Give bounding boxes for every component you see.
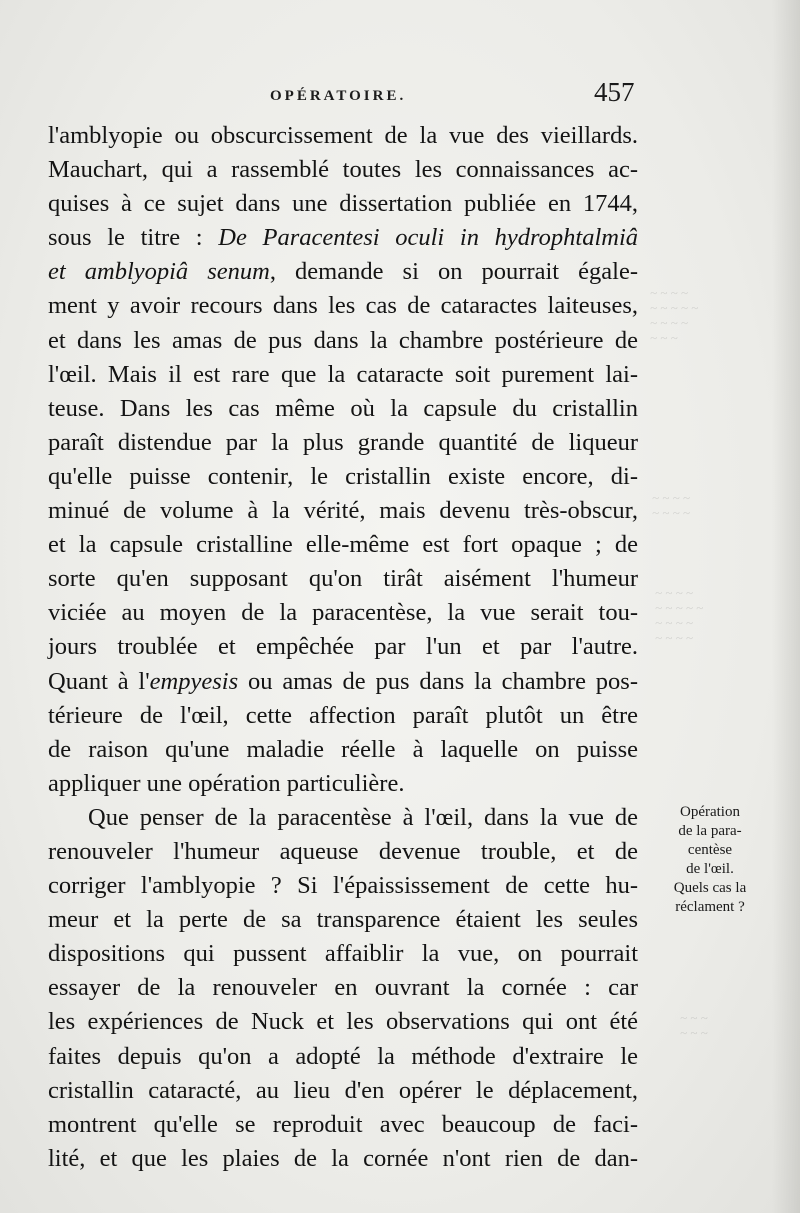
text-segment: meur et la perte de sa transparence étaient les seules	[48, 906, 638, 934]
text-line	[48, 1005, 638, 1039]
page-number: 457	[594, 77, 635, 107]
page-edge-shadow	[772, 0, 800, 1213]
text-segment: et dans les amas de pus dans la chambre postérieure de	[48, 326, 638, 354]
marginal-note-line: Quels cas la	[673, 880, 747, 896]
body-text	[48, 119, 638, 1176]
text-segment: renouveler l'humeur aqueuse devenue trouble, et de	[48, 837, 638, 865]
text-line	[48, 869, 638, 903]
text-segment: les expériences de Nuck et les observations qui ont été	[48, 1008, 638, 1036]
text-segment: jours troublée et empêchée par l'un et par l'autre.	[48, 633, 638, 661]
text-line	[48, 767, 638, 801]
text-line	[48, 1040, 638, 1074]
text-line	[48, 153, 638, 187]
text-line	[48, 665, 638, 699]
marginal-note	[655, 803, 765, 917]
running-head: OPÉRATOIRE.	[270, 88, 407, 104]
bleed-through-mark: ~ ~ ~ ~ ~ ~	[680, 1010, 708, 1040]
text-line	[48, 1074, 638, 1108]
text-segment: , demande si on pourrait égale-	[269, 258, 638, 286]
bleed-through-mark: ~ ~ ~ ~ ~ ~ ~ ~ ~ ~ ~ ~ ~ ~ ~ ~ ~	[655, 585, 704, 645]
text-line	[48, 937, 638, 971]
text-line	[48, 324, 638, 358]
text-segment: l'amblyopie ou obscurcissement de la vue des vieillards.	[48, 122, 638, 149]
text-line	[48, 1108, 638, 1142]
text-segment: appliquer une opération particulière.	[48, 769, 405, 797]
text-line	[48, 426, 638, 460]
text-segment: teuse. Dans les cas même où la capsule du cristallin	[48, 394, 638, 422]
text-segment: de raison qu'une maladie réelle à laquelle on puisse	[48, 735, 638, 763]
italic-text: empyesis	[149, 667, 239, 695]
text-segment: et la capsule cristalline elle-même est fort opaque ; de	[48, 531, 638, 559]
text-line	[48, 562, 638, 596]
text-segment: ou amas de pus dans la chambre pos-	[238, 667, 638, 695]
text-segment: sous le titre :	[48, 224, 219, 252]
text-line	[48, 630, 638, 664]
text-line	[48, 596, 638, 630]
text-segment: qu'elle puisse contenir, le cristallin existe encore, di-	[48, 462, 638, 490]
text-segment: essayer de la renouveler en ouvrant la cornée : car	[48, 974, 638, 1002]
text-line	[48, 733, 638, 767]
text-segment: dispositions qui pussent affaiblir la vue, on pourrait	[48, 940, 638, 968]
text-segment: ment y avoir recours dans les cas de cataractes laiteuses,	[48, 292, 638, 320]
marginal-note-line: de l'œil.	[686, 861, 734, 877]
text-line	[48, 494, 638, 528]
text-line	[48, 903, 638, 937]
bleed-through-mark: ~ ~ ~ ~ ~ ~ ~ ~	[652, 490, 690, 520]
text-segment: Que penser de la paracentèse à l'œil, dans la vue de	[88, 803, 638, 831]
text-segment: corriger l'amblyopie ? Si l'épaississement de cette hu-	[48, 872, 638, 900]
text-segment: faites depuis qu'on a adopté la méthode d'extraire le	[48, 1042, 638, 1070]
text-segment: sorte qu'en supposant qu'on tirât aisément l'humeur	[48, 565, 638, 593]
text-line	[48, 289, 638, 323]
text-line	[48, 221, 638, 255]
text-line	[48, 835, 638, 869]
text-segment: l'œil. Mais il est rare que la cataracte soit purement lai-	[48, 360, 638, 388]
text-segment: cristallin cataracté, au lieu d'en opérer le déplacement,	[48, 1076, 638, 1104]
text-segment: paraît distendue par la plus grande quantité de liqueur	[48, 428, 638, 456]
italic-text: De Paracentesi oculi in hydrophtalmiâ	[218, 224, 639, 252]
text-segment: quises à ce sujet dans une dissertation publiée en 1744,	[48, 190, 638, 218]
bleed-through-mark: ~ ~ ~ ~ ~ ~ ~ ~ ~ ~ ~ ~ ~ ~ ~ ~	[650, 285, 699, 345]
text-line	[48, 801, 638, 835]
text-segment: viciée au moyen de la paracentèse, la vue serait tou-	[48, 599, 638, 627]
text-line	[48, 460, 638, 494]
italic-text: et amblyopiâ senum	[48, 258, 270, 286]
text-segment: minué de volume à la vérité, mais devenu très-obscur,	[48, 497, 638, 525]
text-segment: montrent qu'elle se reproduit avec beaucoup de faci-	[48, 1110, 638, 1138]
text-line	[48, 119, 638, 153]
marginal-note-line: centèse	[687, 842, 733, 858]
marginal-note-line: de la para-	[678, 823, 742, 839]
text-line	[48, 255, 638, 289]
marginal-note-line: réclament ?	[675, 899, 745, 915]
text-line	[48, 699, 638, 733]
text-segment: térieure de l'œil, cette affection paraît plutôt un être	[48, 701, 638, 729]
text-segment: Quant à l'	[48, 667, 150, 695]
text-line	[48, 1142, 638, 1176]
text-line	[48, 971, 638, 1005]
text-line	[48, 187, 638, 221]
text-segment: lité, et que les plaies de la cornée n'ont rien de dan-	[48, 1144, 638, 1172]
text-segment: Mauchart, qui a rassemblé toutes les connaissances ac-	[48, 156, 638, 184]
text-line	[48, 358, 638, 392]
text-line	[48, 392, 638, 426]
marginal-note-line: Opération	[680, 804, 740, 820]
text-line	[48, 528, 638, 562]
